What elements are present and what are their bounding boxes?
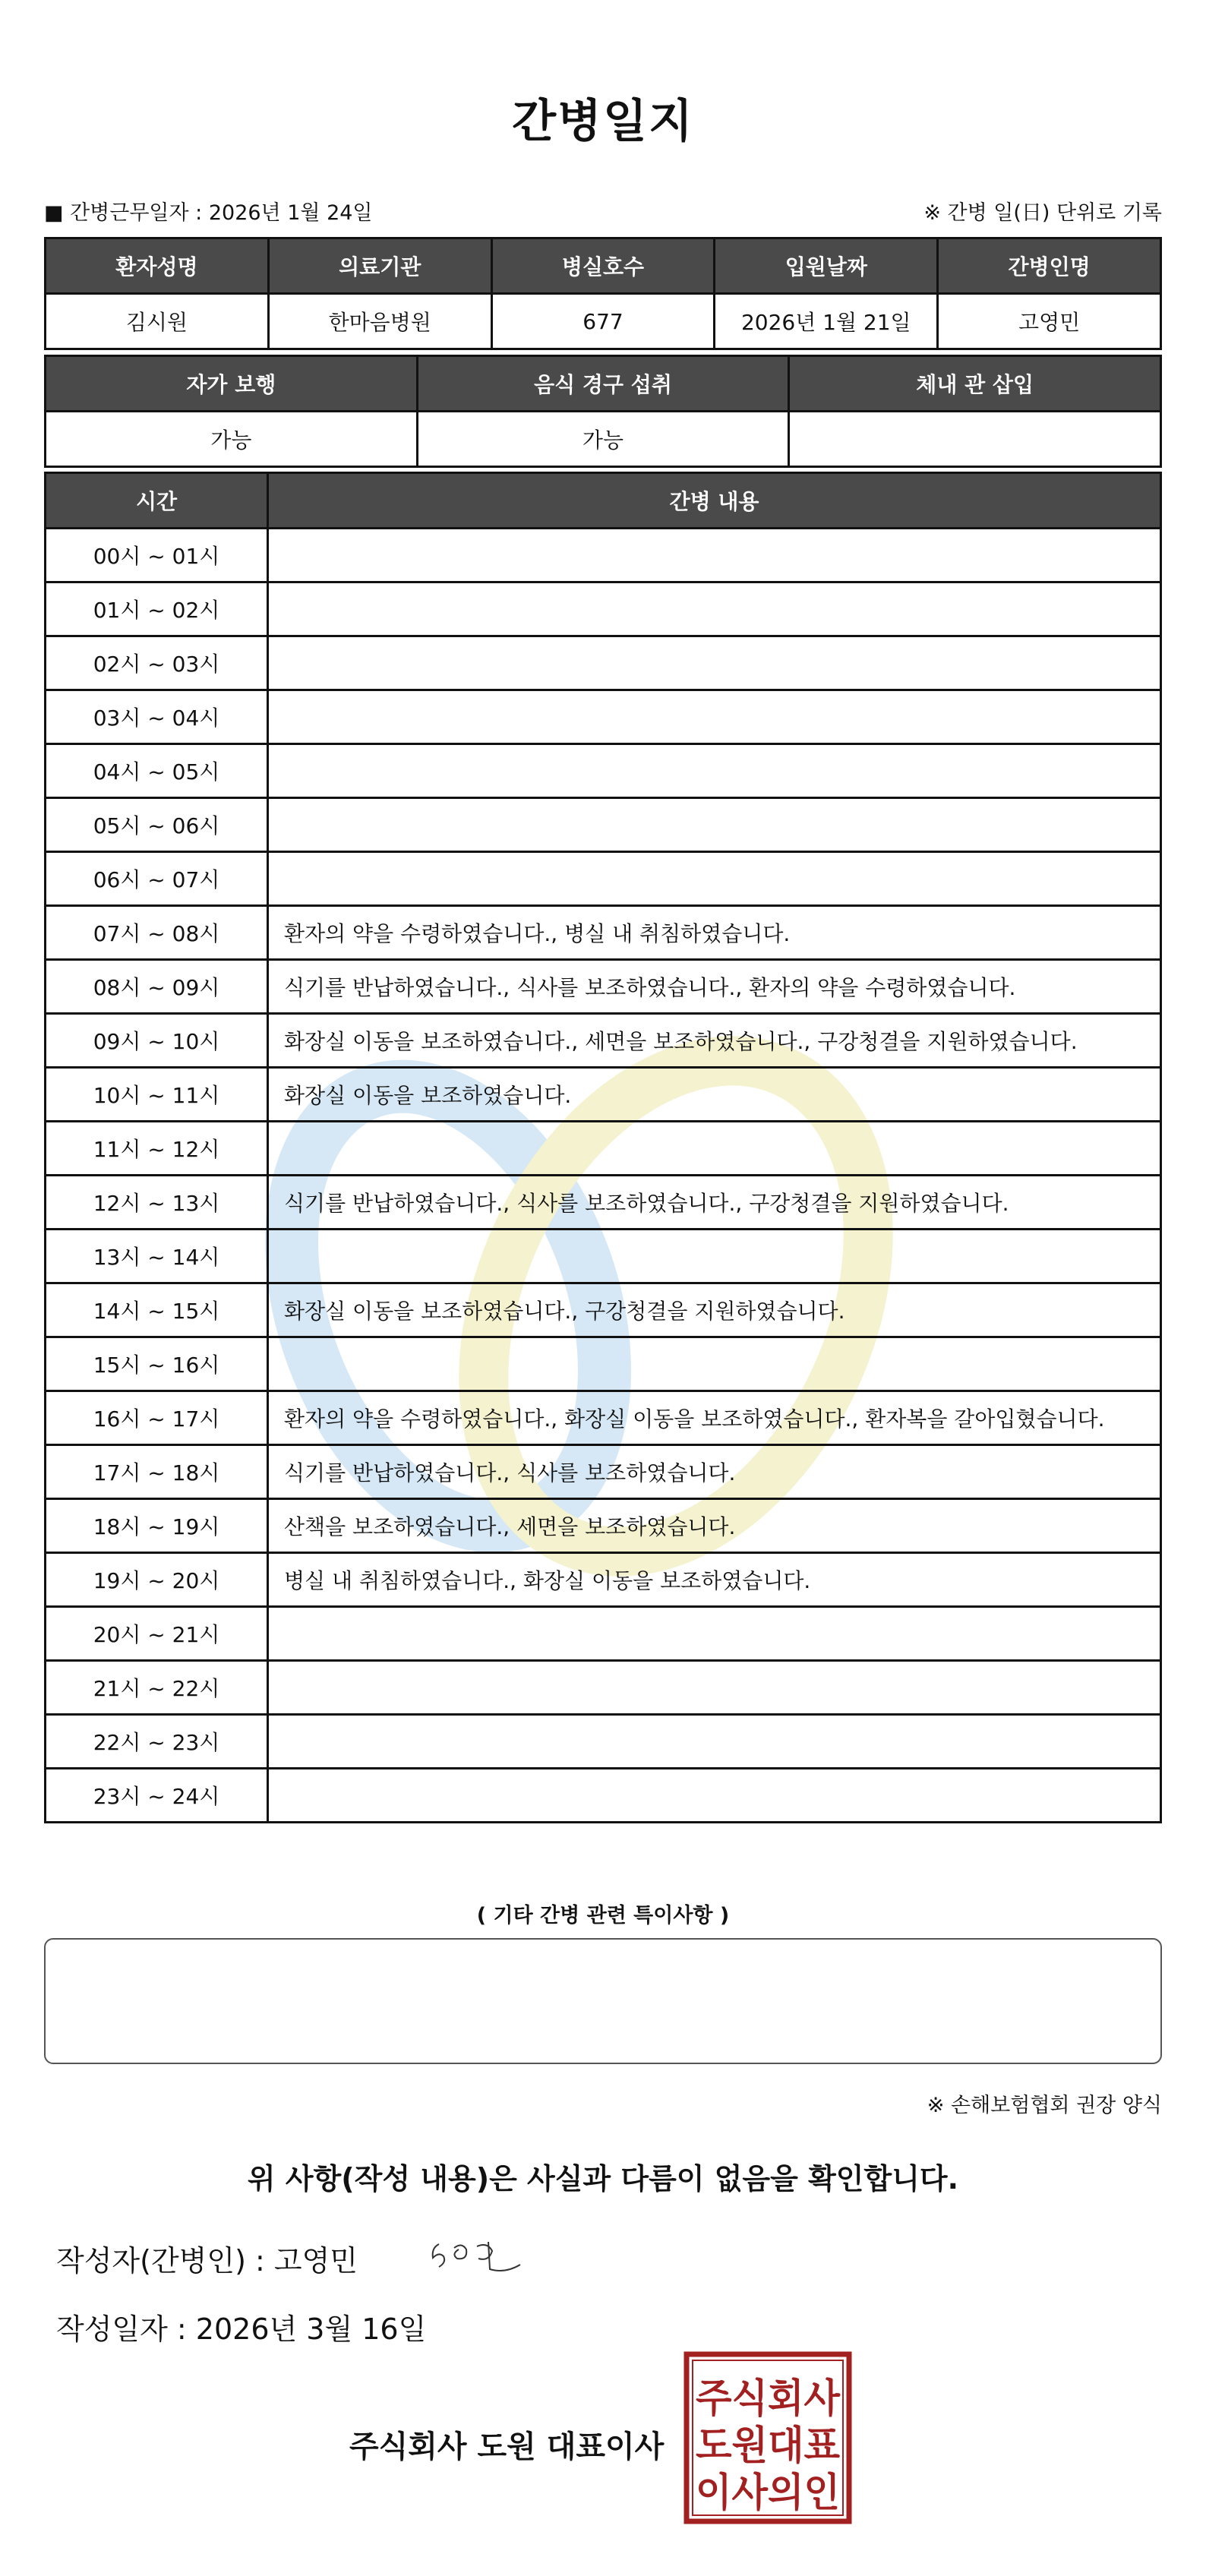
log-row: [46, 529, 1161, 582]
log-time: 19시 ~ 20시: [46, 1553, 268, 1607]
log-content: 식기를 반납하였습니다., 식사를 보조하였습니다., 구강청결을 지원하였습니다.: [268, 1176, 1161, 1230]
caregiver-name: 고영민: [938, 294, 1161, 349]
header-walking: 자가 보행: [46, 356, 418, 412]
log-time: 10시 ~ 11시: [46, 1068, 268, 1122]
log-content: [268, 744, 1161, 798]
log-time: 05시 ~ 06시: [46, 798, 268, 852]
hospital-name: 한마음병원: [268, 294, 491, 349]
log-row: [46, 744, 1161, 798]
log-time: 20시 ~ 21시: [46, 1607, 268, 1661]
log-content: [268, 1715, 1161, 1769]
log-row: [46, 582, 1161, 636]
log-content: 화장실 이동을 보조하였습니다., 구강청결을 지원하였습니다.: [268, 1283, 1161, 1337]
log-content: 화장실 이동을 보조하였습니다., 세면을 보조하였습니다., 구강청결을 지원하였습니다.: [268, 1014, 1161, 1068]
log-row: [46, 1661, 1161, 1715]
log-content: [268, 1661, 1161, 1715]
log-content: [268, 852, 1161, 906]
log-content: 환자의 약을 수령하였습니다., 병실 내 취침하였습니다.: [268, 906, 1161, 960]
log-content: [268, 529, 1161, 582]
company-seal: [684, 2351, 852, 2524]
log-time: 23시 ~ 24시: [46, 1769, 268, 1823]
room-number: 677: [491, 294, 715, 349]
header-time: 시간: [46, 473, 268, 529]
log-time: 01시 ~ 02시: [46, 582, 268, 636]
admission-date: 2026년 1월 21일: [715, 294, 938, 349]
header-patient-name: 환자성명: [46, 238, 269, 294]
seal-line-3: 이사의인: [696, 2470, 840, 2516]
patient-info-table: [44, 237, 1162, 350]
header-caregiver: 간병인명: [938, 238, 1161, 294]
header-care-content: 간병 내용: [268, 473, 1161, 529]
log-time: 15시 ~ 16시: [46, 1337, 268, 1391]
written-date: 작성일자 : 2026년 3월 16일: [56, 2312, 427, 2346]
log-time: 07시 ~ 08시: [46, 906, 268, 960]
log-row: [46, 1391, 1161, 1445]
log-row: [46, 1014, 1161, 1068]
log-row: [46, 1769, 1161, 1823]
header-admission-date: 입원날짜: [715, 238, 938, 294]
log-row: [46, 1230, 1161, 1283]
header-oral-intake: 음식 경구 섭취: [417, 356, 789, 412]
log-time: 13시 ~ 14시: [46, 1230, 268, 1283]
log-content: [268, 1769, 1161, 1823]
ability-table: [44, 355, 1162, 468]
log-time: 21시 ~ 22시: [46, 1661, 268, 1715]
log-content: [268, 582, 1161, 636]
header-hospital: 의료기관: [268, 238, 491, 294]
signature: [416, 2225, 568, 2286]
recommend-note: ※ 손해보험협회 권장 양식: [927, 2094, 1162, 2117]
log-row: [46, 636, 1161, 690]
log-row: [46, 1715, 1161, 1769]
log-time: 02시 ~ 03시: [46, 636, 268, 690]
log-row: [46, 852, 1161, 906]
log-time: 00시 ~ 01시: [46, 529, 268, 582]
log-row: [46, 960, 1161, 1014]
log-time: 12시 ~ 13시: [46, 1176, 268, 1230]
notes-title: ( 기타 간병 관련 특이사항 ): [476, 1904, 730, 1927]
tube-value: [789, 412, 1161, 467]
log-time: 22시 ~ 23시: [46, 1715, 268, 1769]
log-row: [46, 1499, 1161, 1553]
header-tube: 체내 관 삽입: [789, 356, 1161, 412]
log-row: [46, 690, 1161, 744]
log-content: 환자의 약을 수령하였습니다., 화장실 이동을 보조하였습니다., 환자복을 갈아입혔습니다.: [268, 1391, 1161, 1445]
log-content: 식기를 반납하였습니다., 식사를 보조하였습니다.: [268, 1445, 1161, 1499]
log-row: [46, 1553, 1161, 1607]
log-content: 식기를 반납하였습니다., 식사를 보조하였습니다., 환자의 약을 수령하였습니다.: [268, 960, 1161, 1014]
log-row: [46, 1283, 1161, 1337]
company-representative: 주식회사 도원 대표이사: [349, 2429, 665, 2464]
log-content: [268, 690, 1161, 744]
seal-line-2: 도원대표: [696, 2423, 840, 2469]
log-time: 06시 ~ 07시: [46, 852, 268, 906]
seal-line-1: 주식회사: [696, 2376, 841, 2422]
log-row: [46, 798, 1161, 852]
log-content: 화장실 이동을 보조하였습니다.: [268, 1068, 1161, 1122]
writer-line: 작성자(간병인) : 고영민: [56, 2244, 358, 2278]
log-content: 산책을 보조하였습니다., 세면을 보조하였습니다.: [268, 1499, 1161, 1553]
log-time: 14시 ~ 15시: [46, 1283, 268, 1337]
log-row: [46, 906, 1161, 960]
log-content: [268, 798, 1161, 852]
log-content: [268, 1122, 1161, 1176]
log-content: [268, 1607, 1161, 1661]
record-note: ※ 간병 일(日) 단위로 기록: [923, 201, 1162, 225]
log-time: 09시 ~ 10시: [46, 1014, 268, 1068]
confirmation-statement: 위 사항(작성 내용)은 사실과 다름이 없음을 확인합니다.: [247, 2162, 959, 2196]
log-row: [46, 1607, 1161, 1661]
log-time: 08시 ~ 09시: [46, 960, 268, 1014]
log-row: [46, 1176, 1161, 1230]
log-time: 16시 ~ 17시: [46, 1391, 268, 1445]
oral-intake-value: 가능: [417, 412, 789, 467]
log-time: 04시 ~ 05시: [46, 744, 268, 798]
header-room: 병실호수: [491, 238, 715, 294]
log-row: [46, 1122, 1161, 1176]
log-content: [268, 1230, 1161, 1283]
log-time: 18시 ~ 19시: [46, 1499, 268, 1553]
log-content: [268, 636, 1161, 690]
log-content: 병실 내 취침하였습니다., 화장실 이동을 보조하였습니다.: [268, 1553, 1161, 1607]
log-content: [268, 1337, 1161, 1391]
log-row: [46, 1337, 1161, 1391]
walking-value: 가능: [46, 412, 418, 467]
log-row: [46, 1445, 1161, 1499]
log-row: [46, 1068, 1161, 1122]
log-time: 03시 ~ 04시: [46, 690, 268, 744]
log-time: 17시 ~ 18시: [46, 1445, 268, 1499]
document-title: 간병일지: [512, 95, 694, 148]
work-date: ■ 간병근무일자 : 2026년 1월 24일: [44, 201, 373, 225]
notes-box: [44, 1938, 1162, 2064]
log-time: 11시 ~ 12시: [46, 1122, 268, 1176]
patient-name: 김시원: [46, 294, 269, 349]
hourly-log-table: [44, 472, 1162, 1823]
